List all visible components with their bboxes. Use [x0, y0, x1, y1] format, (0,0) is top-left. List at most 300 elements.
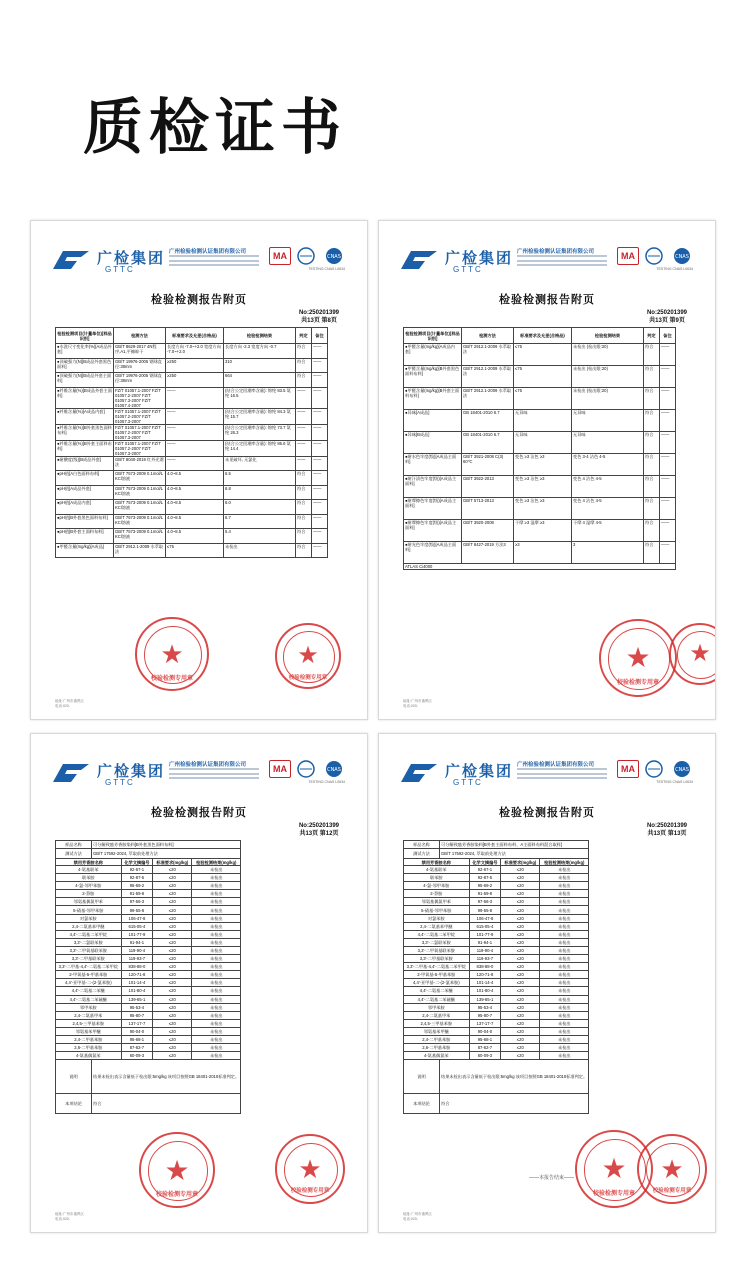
table-row: [404, 841, 589, 849]
table-cell: 符合: [296, 543, 312, 558]
table-cell: ●pH值[A成品外套]: [56, 485, 114, 500]
table-cell: 91-59-8: [469, 890, 501, 898]
table-cell: 未检出: [540, 906, 589, 914]
table-cell: 2,4,5-三甲基苯胺: [404, 1019, 470, 1027]
table-cell: 结果未检出表示含量低于检出限:5mg/kg 该项目按照GB 18401-2010标准判定。: [92, 1060, 241, 1094]
amine-table: [55, 840, 241, 1114]
report-number: No:250201399 共13页 第13页: [646, 823, 687, 837]
table-cell: 未检出: [540, 1044, 589, 1052]
table-cell: ●耐水色牢度(级)[A成品主面料]: [404, 454, 462, 476]
table-row: [404, 946, 589, 954]
table-row: [56, 514, 328, 529]
table-cell: ≤75: [514, 344, 572, 366]
table-cell: 未检出: [192, 979, 241, 987]
table-cell: 未检出: [192, 1044, 241, 1052]
table-cell: 未检出: [540, 930, 589, 938]
table-cell: 92-67-1: [469, 866, 501, 874]
table-cell: ——: [312, 440, 328, 456]
table-cell: ——: [660, 520, 676, 542]
table-cell: 说明: [56, 1060, 92, 1094]
gttc-logo-icon: [399, 762, 439, 784]
report-number: No:250201399 共13页 第12页: [298, 823, 339, 837]
report-header: [45, 245, 357, 281]
table-row: [404, 955, 589, 963]
table-cell: 95-80-7: [469, 1011, 501, 1019]
table-cell: 95-68-1: [469, 1035, 501, 1043]
table-cell: ●甲醛含量(mg/kg)[A成品]: [56, 543, 114, 558]
table-cell: ●纤维含量(%)[B成品外套主面料]: [56, 387, 114, 408]
table-cell: 未检出: [192, 1035, 241, 1043]
table-row: [56, 930, 241, 938]
table-cell: 60-09-3: [121, 1052, 153, 1060]
table-cell: 邻氨基苯甲醚: [404, 1027, 470, 1035]
table-cell: ●pH值[A成品内套]: [56, 500, 114, 515]
table-cell: ——: [296, 387, 312, 408]
table-row: [56, 1052, 241, 1060]
table-row: [404, 1060, 589, 1094]
table-cell: 邻甲苯胺: [404, 1003, 470, 1011]
table-cell: ——: [312, 373, 328, 388]
ilac-badge-icon: [643, 760, 665, 778]
table-row: [404, 866, 589, 874]
table-row: [56, 500, 328, 515]
cma-badge-icon: MA: [617, 760, 639, 778]
table-cell: 615-05-4: [121, 922, 153, 930]
table-row: [404, 890, 589, 898]
table-cell: 未检出: [192, 995, 241, 1003]
table-row: [404, 432, 676, 454]
table-cell: ——: [166, 456, 224, 471]
table-cell: ≤20: [153, 890, 192, 898]
table-cell: ≤20: [501, 1044, 540, 1052]
table-cell: 联苯胺: [404, 874, 470, 882]
table-row: [404, 898, 589, 906]
table-cell: 3,3'-二甲氧基联苯胺: [56, 946, 122, 954]
table-cell: ≤20: [501, 938, 540, 946]
table-cell: 106-47-8: [121, 914, 153, 922]
table-cell: ≤20: [501, 1019, 540, 1027]
gttc-logo-icon: [399, 249, 439, 271]
table-cell: ≤20: [501, 1035, 540, 1043]
table-row: [404, 922, 589, 930]
table-cell: ≤20: [501, 914, 540, 922]
table-cell: 符合: [644, 498, 660, 520]
svg-text:CNAS: CNAS: [675, 254, 689, 260]
star-icon: ★: [160, 639, 184, 669]
table-cell: ——: [660, 432, 676, 454]
table-cell: GB/T 2912.1-2009 水萃取法: [114, 543, 166, 558]
table-row: [56, 1019, 241, 1027]
table-row: [56, 971, 241, 979]
svg-text:CNAS: CNAS: [675, 767, 689, 773]
table-row: [404, 410, 676, 432]
table-cell: ≤20: [153, 882, 192, 890]
table-cell: 5-硝基-邻甲苯胺: [404, 906, 470, 914]
table-cell: 3,3'-二甲基-4,4'-二氨基二苯甲烷: [56, 963, 122, 971]
cert-label: TESTING CNAS L0634: [308, 267, 345, 271]
table-row: [404, 1044, 589, 1052]
table-cell: 无异味: [514, 432, 572, 454]
table-cell: 检验检测结果(mg/kg): [540, 859, 589, 866]
table-cell: ——: [660, 366, 676, 388]
table-cell: 4,4'-二氨基二苯硫醚: [404, 995, 470, 1003]
table-cell: ●纤维含量(%)[B外套主面料布料]: [56, 440, 114, 456]
table-cell: 664: [224, 373, 296, 388]
end-of-report: ——本报告结束——: [529, 1175, 575, 1181]
table-cell: ≤20: [501, 979, 540, 987]
table-cell: 6.8: [224, 485, 296, 500]
table-cell: 4.0~8.5: [166, 514, 224, 529]
table-cell: ≤20: [501, 890, 540, 898]
table-row: [56, 387, 328, 408]
table-cell: 变色 ≥3 沾色 ≥3: [514, 454, 572, 476]
table-cell: 3,3'-二氯联苯胺: [56, 938, 122, 946]
report-title: 检验检测报告附页: [499, 294, 595, 306]
table-cell: 未检出: [540, 946, 589, 954]
table-cell: 101-80-4: [469, 987, 501, 995]
table-row: [56, 456, 328, 471]
table-cell: 2,6-二甲基苯胺: [404, 1044, 470, 1052]
table-cell: ≤20: [501, 1027, 540, 1035]
table-cell: 120-71-8: [469, 971, 501, 979]
table-cell: 2-甲氧基-5-甲基苯胺: [404, 971, 470, 979]
table-cell: 邻氨基偶氮甲苯: [404, 898, 470, 906]
table-cell: 6.5: [224, 471, 296, 486]
table-cell: (结合公定回潮率含量): 锦纶 85.6 氨纶 14.4: [224, 440, 296, 456]
table-cell: ≤75: [514, 388, 572, 410]
table-cell: GB/T 3920-2008: [462, 520, 514, 542]
table-row: [404, 963, 589, 971]
report-number: No:250201399 共13页 第8页: [298, 310, 339, 324]
table-cell: ≤20: [153, 955, 192, 963]
table-cell: ——: [296, 424, 312, 440]
table-cell: 4-氨基偶氮苯: [404, 1052, 470, 1060]
table-cell: 4,4'-二氨基二苯甲烷: [404, 930, 470, 938]
table-cell: 101-80-4: [121, 987, 153, 995]
table-cell: 2,4-二氨基苯甲醚: [56, 922, 122, 930]
report-title: 检验检测报告附页: [151, 807, 247, 819]
table-cell: FZ/T 01057.1-2007 FZ/T 01057.2-2007 FZ/T 01057.3-2007: [114, 408, 166, 424]
table-row: [56, 1035, 241, 1043]
table-row: [404, 344, 676, 366]
table-cell: ——: [312, 344, 328, 359]
official-stamp: ★ 校验检测专用章: [139, 1132, 215, 1208]
table-cell: 符合: [296, 485, 312, 500]
table-cell: 未检出: [540, 898, 589, 906]
logo-name: 广检集团: [445, 250, 514, 267]
table-row: [56, 543, 328, 558]
cma-badge-icon: MA: [269, 760, 291, 778]
table-cell: 符合: [296, 471, 312, 486]
org-name: 广州检验检测认证集团有限公司: [517, 249, 595, 255]
table-cell: (结合公定回潮率含量): 锦纶 83.5 氨纶 16.5: [224, 387, 296, 408]
table-cell: 禁用芳香胺名称: [56, 859, 122, 866]
logo-name: 广检集团: [445, 763, 514, 780]
table-cell: 2,4-二甲基苯胺: [56, 1035, 122, 1043]
table-cell: ——: [312, 514, 328, 529]
table-row: [56, 344, 328, 359]
table-cell: ——: [166, 408, 224, 424]
table-cell: 未检出: [192, 955, 241, 963]
table-cell: 未检出: [540, 882, 589, 890]
table-cell: 2,4-二氨基甲苯: [56, 1011, 122, 1019]
table-row: [56, 1060, 241, 1094]
table-cell: ≤20: [153, 922, 192, 930]
table-cell: ●异味[A成品]: [404, 410, 462, 432]
cnas-badge-icon: [323, 760, 345, 778]
org-name: 广州检验检测认证集团有限公司: [169, 762, 247, 768]
table-cell: 2,4,5-三甲基苯胺: [56, 1019, 122, 1027]
gttc-logo-icon: [51, 762, 91, 784]
table-row: [404, 1027, 589, 1035]
table-cell: 标准要求(mg/kg): [153, 859, 192, 866]
table-cell: 样品名称: [404, 841, 440, 849]
report-header: [45, 758, 357, 794]
table-cell: 838-88-0: [121, 963, 153, 971]
table-cell: 99-55-8: [121, 906, 153, 914]
amine-table: [403, 840, 589, 1114]
table-row: [56, 946, 241, 954]
table-row: [56, 529, 328, 544]
table-cell: ——: [312, 387, 328, 408]
table-cell: 3,3'-二甲基联苯胺: [404, 955, 470, 963]
table-cell: ●甲醛含量(mg/kg)[B外套黑色面料布料]: [404, 366, 462, 388]
table-cell: 未检出: [192, 946, 241, 954]
table-cell: 符合: [644, 432, 660, 454]
table-cell: 变色 ≥3 沾色 ≥3: [514, 498, 572, 520]
table-row: [404, 366, 676, 388]
report-number: No:250201399 共13页 第9页: [646, 310, 687, 324]
table-row: [404, 882, 589, 890]
table-cell: 101-77-9: [469, 930, 501, 938]
table-cell: 119-90-4: [469, 946, 501, 954]
table-cell: ≤20: [501, 930, 540, 938]
table-cell: 未检出 (检出限:20): [572, 366, 644, 388]
table-cell: 未检出: [540, 963, 589, 971]
table-cell: 未检出: [540, 987, 589, 995]
table-cell: 3,3'-二甲基联苯胺: [56, 955, 122, 963]
table-cell: 符合: [440, 1094, 589, 1114]
table-cell: 样品名称: [56, 841, 92, 849]
table-cell: 未检出: [540, 866, 589, 874]
table-cell: ——: [296, 440, 312, 456]
table-cell: ≤20: [501, 1003, 540, 1011]
table-cell: ≤20: [153, 866, 192, 874]
table-cell: 符合: [644, 542, 660, 564]
table-cell: 长度方向 -7.0~+2.0 宽度方向 -7.0~+2.0: [166, 344, 224, 359]
table-cell: 2-萘胺: [404, 890, 470, 898]
table-cell: (结合公定回潮率含量): 锦纶 84.3 氨纶 15.7: [224, 408, 296, 424]
table-row: [56, 408, 328, 424]
table-cell: 测试方法: [56, 849, 92, 859]
table-cell: ≥250: [166, 358, 224, 373]
report-sheet-2: [378, 220, 716, 720]
org-info-lines: [517, 255, 607, 269]
table-cell: ——: [166, 387, 224, 408]
table-row: [404, 1019, 589, 1027]
table-cell: 101-14-4: [121, 979, 153, 987]
table-cell: 符合: [296, 529, 312, 544]
table-cell: ≤20: [153, 938, 192, 946]
table-cell: 干摩 4 湿摩 4-5: [572, 520, 644, 542]
table-cell: ●耐光色牢度(级)[A成品主面料]: [404, 542, 462, 564]
table-cell: 未检出: [224, 543, 296, 558]
table-row: [56, 373, 328, 388]
table-row: [404, 987, 589, 995]
table-cell: 测试方法: [404, 849, 440, 859]
table-cell: 变色 4 沾色 4-5: [572, 498, 644, 520]
table-cell: 101-14-4: [469, 979, 501, 987]
table-cell: 变色 ≥3 沾色 ≥3: [514, 476, 572, 498]
report-header: [393, 245, 705, 281]
org-info-lines: [169, 255, 259, 269]
table-cell: 92-87-5: [469, 874, 501, 882]
table-cell: ——: [660, 476, 676, 498]
cert-label: TESTING CNAS L0634: [308, 780, 345, 784]
table-cell: 长度方向 -2.3 宽度方向 -0.7: [224, 344, 296, 359]
table-cell: ≤75: [166, 543, 224, 558]
org-name: 广州检验检测认证集团有限公司: [517, 762, 595, 768]
table-cell: 干摩 ≥3 湿摩 ≥3: [514, 520, 572, 542]
table-cell: 符合: [644, 454, 660, 476]
results-table: 检验检测项目(计量单位)[样品识别] 检测方法 标准要求及允差(合格品) 检验检测结果 判定 备注 ●甲醛含量(mg/kg)[A成品内套] GB/T 2912.1-2009 水萃取法 ≤75 未检出 (检出限:20) 符合 —— ●甲醛含量(mg/kg)[B外套黑色面料布料] GB/T 2912.1-2009 水萃取法 ≤75 未检出 (检出限:20) 符合 —— ●甲醛含量(mg/kg)[B外套主面料布料] GB/T 2912.1-2009 水萃取法 ≤75 未检出 (检出限:20) 符合 —— ●异味[A成品] GB 18401-2010 6.7 无异味 无异味 符合 —— ●异味[B成品] GB 18401-2010 6.7 无异味 无异味 符合 —— ●耐水色牢度(级)[A成品主面料] GB/T 3921-2008 C(3) 60℃ 变色 ≥3 沾色 ≥3 变色 3-4 沾色 4-5 符合 —— ●耐汗渍色牢度(级)[A成品主面料] GB/T 3922-2013 变色 ≥3 沾色 ≥3 变色 4 沾色 4-5 符合 —— ●耐摩擦色牢度(级)[A成品主面料] GB/T 5713-2013 变色 ≥3 沾色 ≥3 变色 4 沾色 4-5 符合 —— ●耐摩擦色牢度(级)[A成品主面料] GB/T 3920-2008 干摩 ≥3 湿摩 ≥3 干摩 4 湿摩 4-5 符合 —— ●耐光色牢度(级)[A成品主面料] GB/T 8427-2019 方法3 ≥3 3 符合 —— ATLAS Ci4000: [403, 327, 676, 570]
table-cell: 符合: [644, 520, 660, 542]
table-cell: 4,4'-二氨基二苯甲烷: [56, 930, 122, 938]
table-cell: ≤20: [153, 1044, 192, 1052]
table-cell: 未检出: [540, 1035, 589, 1043]
table-cell: ≤20: [153, 874, 192, 882]
table-row: [404, 930, 589, 938]
table-cell: 未检出: [192, 914, 241, 922]
official-stamp: ★ 校验检测专用章: [135, 617, 209, 691]
table-cell: ≤20: [501, 971, 540, 979]
table-cell: 2-萘胺: [56, 890, 122, 898]
table-cell: 6.7: [224, 514, 296, 529]
report-sheet-4: [378, 733, 716, 1233]
table-cell: 未检出: [540, 971, 589, 979]
table-cell: 4.0~8.5: [166, 529, 224, 544]
table-cell: 无异味: [514, 410, 572, 432]
table-cell: 4-氯-邻甲苯胺: [56, 882, 122, 890]
table-cell: 未检出: [540, 1019, 589, 1027]
table-cell: ≤20: [501, 963, 540, 971]
report-header: [393, 758, 705, 794]
table-cell: ——: [312, 485, 328, 500]
table-cell: ≥3: [514, 542, 572, 564]
table-row: [56, 1003, 241, 1011]
table-cell: 3,3'-二甲氧基联苯胺: [404, 946, 470, 954]
table-cell: ●甲醛含量(mg/kg)[A成品内套]: [404, 344, 462, 366]
table-cell: ——: [312, 408, 328, 424]
table-cell: 结果未检出表示含量低于检出限:5mg/kg 该项目按照GB 18401-2010标准判定。: [440, 1060, 589, 1094]
cert-label: TESTING CNAS L0634: [656, 780, 693, 784]
official-stamp: ★ 校验检测专用章: [575, 1130, 653, 1208]
table-row: [56, 874, 241, 882]
table-cell: 95-53-4: [469, 1003, 501, 1011]
table-cell: ≤20: [153, 1027, 192, 1035]
ilac-badge-icon: [295, 760, 317, 778]
table-cell: ●水洗尺寸变化率(%)[A成品外套]: [56, 344, 114, 359]
table-cell: 未检出: [192, 938, 241, 946]
logo-sub: GTTC: [105, 265, 135, 274]
table-cell: ●耐摩擦色牢度(级)[A成品主面料]: [404, 520, 462, 542]
table-cell: ●顶破强力(N)[B成品外套黑色面料]: [56, 358, 114, 373]
table-cell: ——: [312, 471, 328, 486]
table-cell: FZ/T 01057.1-2007 FZ/T 01057.2-2007 FZ/T 01057.3-2007: [114, 424, 166, 440]
table-cell: ≤20: [501, 946, 540, 954]
table-row: [56, 922, 241, 930]
table-cell: 未检出: [192, 890, 241, 898]
table-cell: 符合: [92, 1094, 241, 1114]
official-stamp: ★ 校验检测专用章: [599, 619, 677, 697]
table-cell: ≤20: [153, 930, 192, 938]
table-cell: ——: [312, 529, 328, 544]
table-row: [404, 520, 676, 542]
table-row: [56, 440, 328, 456]
table-cell: 符合: [296, 514, 312, 529]
table-row: [56, 424, 328, 440]
star-icon: ★: [660, 1154, 684, 1184]
table-cell: 4,4'-二氨基二苯醚: [56, 987, 122, 995]
table-cell: 4-氨基偶氮苯: [56, 1052, 122, 1060]
table-cell: ≤20: [153, 963, 192, 971]
table-cell: 95-69-2: [121, 882, 153, 890]
table-cell: 禁用芳香胺名称: [404, 859, 470, 866]
table-row: [56, 866, 241, 874]
table-cell: ——: [312, 358, 328, 373]
table-cell: ≤20: [153, 1052, 192, 1060]
table-cell: 未检出: [192, 930, 241, 938]
table-row: [56, 995, 241, 1003]
table-cell: 邻氨基苯甲醚: [56, 1027, 122, 1035]
table-cell: GB/T 7573-2009 0.1mol/L KCl溶液: [114, 514, 166, 529]
ilac-badge-icon: [643, 247, 665, 265]
table-row: [56, 987, 241, 995]
table-cell: ——: [660, 454, 676, 476]
table-cell: FZ/T 01057.1-2007 FZ/T 01057.2-2007 FZ/T 01057.3-2007: [114, 440, 166, 456]
official-stamp: ★ 校验检测专用章: [275, 1134, 345, 1204]
table-row: [404, 1011, 589, 1019]
cert-label: TESTING CNAS L0634: [656, 267, 693, 271]
table-cell: 联苯胺: [56, 874, 122, 882]
table-cell: 4-氯-邻甲苯胺: [404, 882, 470, 890]
table-cell: 未检出: [540, 1011, 589, 1019]
table-cell: ●耐酸度(级)[B成品外套]: [56, 456, 114, 471]
table-row: [404, 542, 676, 564]
star-icon: ★: [298, 1154, 322, 1184]
table-cell: ≤20: [153, 1011, 192, 1019]
table-cell: ●异味[B成品]: [404, 432, 462, 454]
logo-name: 广检集团: [97, 763, 166, 780]
table-cell: 2,4-二甲基苯胺: [404, 1035, 470, 1043]
table-cell: 符合: [644, 344, 660, 366]
logo-sub: GTTC: [453, 265, 483, 274]
table-cell: 4.0~8.5: [166, 500, 224, 515]
table-row: [404, 564, 676, 570]
table-row: [56, 358, 328, 373]
table-cell: 137-17-7: [469, 1019, 501, 1027]
table-cell: 未检出: [192, 1052, 241, 1060]
table-cell: 87-62-7: [469, 1044, 501, 1052]
table-cell: ●甲醛含量(mg/kg)[B外套主面料布料]: [404, 388, 462, 410]
cnas-badge-icon: [671, 760, 693, 778]
table-cell: ——: [660, 344, 676, 366]
cnas-badge-icon: [671, 247, 693, 265]
table-cell: 97-56-3: [121, 898, 153, 906]
cnas-badge-icon: [323, 247, 345, 265]
table-cell: ≤20: [501, 1052, 540, 1060]
table-cell: 95-68-1: [121, 1035, 153, 1043]
